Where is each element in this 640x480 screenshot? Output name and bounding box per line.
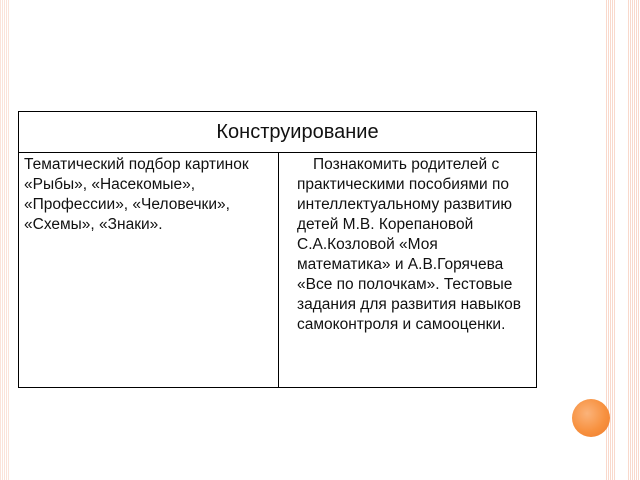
table-cell-right	[279, 153, 537, 388]
table-row	[19, 153, 537, 388]
table-cell-left: Тематический подбор картинок «Рыбы», «Насекомые», «Профессии», «Человечки», «Схемы», «Знаки».	[19, 153, 279, 388]
content-table	[18, 111, 537, 388]
left-decorative-stripes	[0, 0, 10, 480]
table-header-row	[19, 112, 537, 153]
table-cell-right-text: Познакомить родителей с практическими пособиями по интеллектуальному развитию детей М.В. Корепановой С.А.Козловой «Моя математика» и А.В.Горячева «Все по полочкам». Тестовые задания для развития навыков самоконтроля и самооценки.	[297, 156, 521, 333]
right-stripes-gap	[616, 0, 628, 480]
orange-circle-decoration	[572, 399, 610, 437]
table-header-cell: Конструирование	[19, 112, 537, 153]
